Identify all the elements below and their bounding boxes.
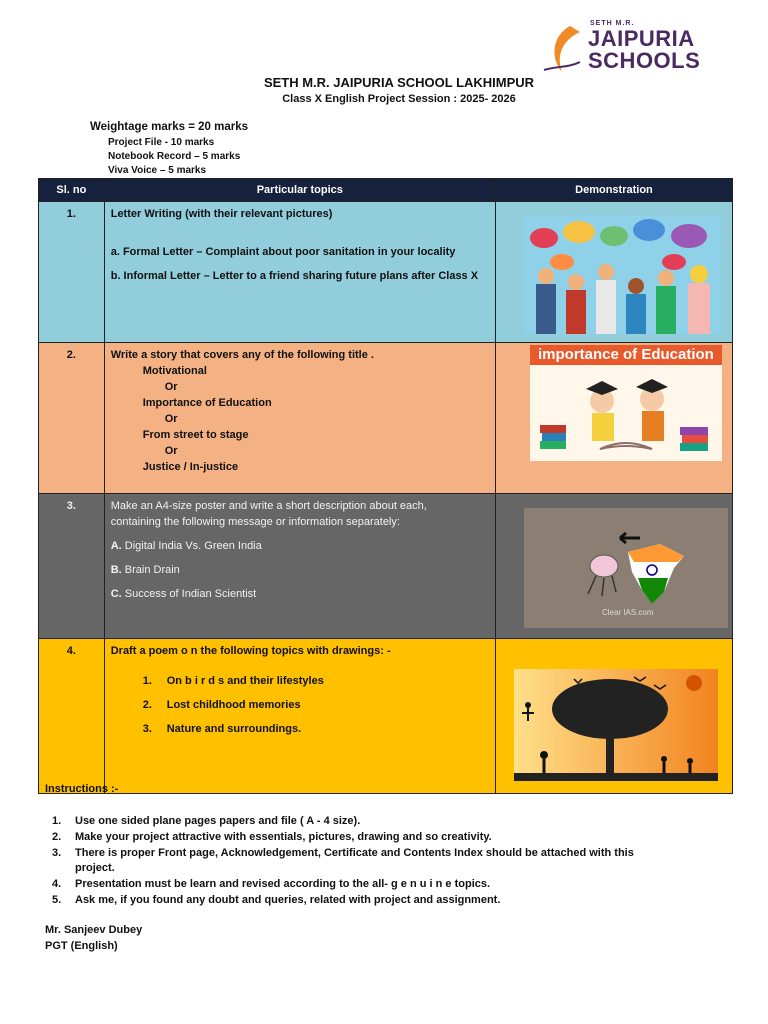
row-number: 4. [39,639,105,794]
weightage-item: Viva Voice – 5 marks [108,165,207,176]
topic-line [111,586,489,602]
instruction-number: 3. [52,847,62,859]
topic-heading: Letter Writing (with their relevant pictures) [110,208,333,220]
topic-line: a. Formal Letter – Complaint about poor sanitation in your locality [110,246,456,258]
session-subtitle: Class X English Project Session : 2025- 2026 [282,93,516,105]
table-row [39,494,733,639]
topic-line: Motivational [142,365,207,377]
logo-text-top: SETH M.R. [590,20,635,27]
bullet-number: 3. [142,723,152,735]
header-topics: Particular topics [104,179,495,202]
weightage-item: Notebook Record – 5 marks [108,151,241,162]
topic-text: Lost childhood memories [166,699,301,711]
table-header-row [39,179,733,202]
header-sl-no: Sl. no [39,179,105,202]
topic-cell [104,202,495,343]
demonstration-cell [495,202,732,343]
topic-heading: Make an A4-size poster and write a short description about each, [110,500,427,512]
logo-swoosh-icon [540,22,588,76]
instruction-text: Ask me, if you found any doubt and queries, related with project and assignment. [75,894,501,906]
bullet-letter: B. [110,564,122,576]
teacher-designation: PGT (English) [45,940,118,952]
project-table [38,178,733,794]
topic-text: Brain Drain [124,564,180,576]
topic-cell [104,343,495,494]
instruction-text: Presentation must be learn and revised according to the all- g e n u i n e topics. [75,878,491,890]
topic-text: Success of Indian Scientist [124,588,257,600]
instruction-item [52,830,692,845]
row-number: 1. [39,202,105,343]
demonstration-cell [495,639,732,794]
instruction-item [52,877,692,892]
topic-line: From street to stage [142,429,249,441]
topic-line [111,538,489,554]
instructions-title: Instructions :- [45,783,119,795]
education-image-title: importance of Education [530,345,722,365]
graduates-books-icon [530,365,722,461]
topic-line: Or [164,445,178,457]
instruction-text: Make your project attractive with essentials, pictures, drawing and so creativity. [75,831,492,843]
topic-line [111,721,489,737]
topic-line [111,673,489,689]
school-logo [540,20,700,78]
topic-text: Nature and surroundings. [166,723,302,735]
table-row [39,639,733,794]
row-number: 3. [39,494,105,639]
topic-cell [104,639,495,794]
topic-heading: containing the following message or information separately: [110,516,400,528]
bullet-letter: A. [110,540,122,552]
row-number: 2. [39,343,105,494]
instruction-number: 2. [52,831,62,843]
instruction-number: 1. [52,815,62,827]
childhood-tree-illustration [514,669,718,781]
instruction-number: 4. [52,878,62,890]
logo-text-bottom: SCHOOLS [588,48,701,73]
topic-line [111,562,489,578]
bullet-number: 2. [142,699,152,711]
topic-line: Importance of Education [142,397,272,409]
demonstration-cell [495,343,732,494]
instruction-item [52,814,692,829]
topic-line: b. Informal Letter – Letter to a friend sharing future plans after Class X [110,270,479,282]
instruction-item [52,846,692,861]
instruction-item [52,861,692,876]
instruction-number: 5. [52,894,62,906]
topic-text: Digital India Vs. Green India [124,540,262,552]
instruction-text: Use one sided plane pages papers and file ( A - 4 size). [75,815,361,827]
header-demonstration: Demonstration [495,179,732,202]
instruction-text: There is proper Front page, Acknowledgement, Certificate and Contents Index should be attached with this [75,847,634,859]
topic-heading: Draft a poem o n the following topics with drawings: - [110,645,391,657]
topic-line: Or [164,413,178,425]
demonstration-cell [495,494,732,639]
brain-drain-illustration [524,508,728,628]
education-illustration [530,345,722,461]
weightage-title: Weightage marks = 20 marks [90,121,248,133]
weightage-item: Project File - 10 marks [108,137,215,148]
image-watermark: Clear IAS.com [601,608,654,617]
table-row [39,202,733,343]
logo-text-middle: JAIPURIA [588,26,695,51]
bullet-number: 1. [142,675,152,687]
table-row [39,343,733,494]
instruction-item [52,893,692,908]
letter-writing-illustration [524,216,720,334]
topic-text: On b i r d s and their lifestyles [166,675,324,687]
topic-line: Or [164,381,178,393]
topic-cell [104,494,495,639]
topic-heading: Write a story that covers any of the following title . [110,349,374,361]
topic-line [111,697,489,713]
school-title: SETH M.R. JAIPURIA SCHOOL LAKHIMPUR [263,75,535,90]
bullet-letter: C. [110,588,122,600]
teacher-name: Mr. Sanjeev Dubey [45,924,143,936]
topic-line: Justice / In-justice [142,461,239,473]
instruction-text: project. [75,862,115,874]
